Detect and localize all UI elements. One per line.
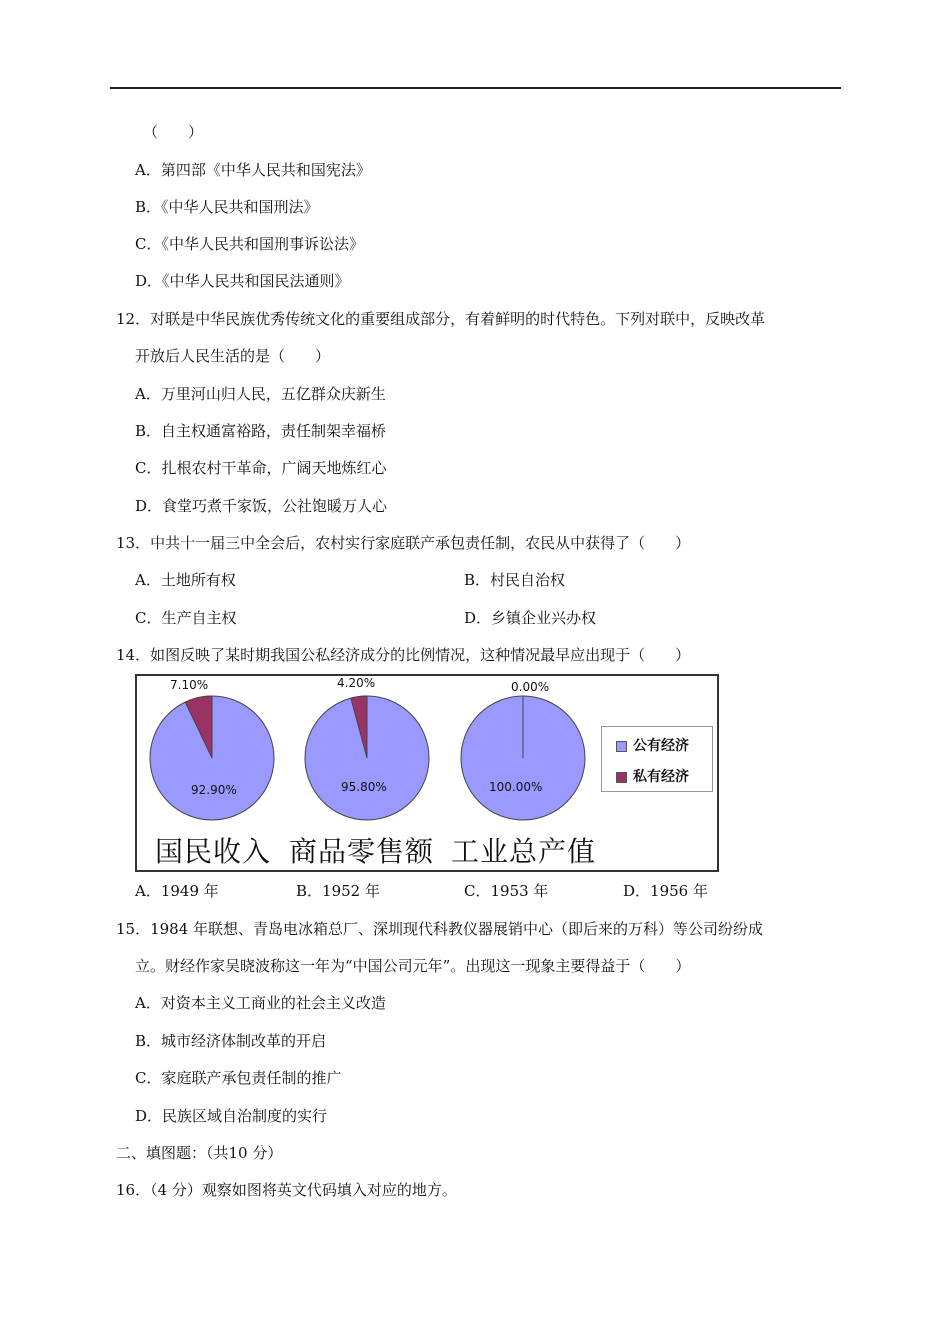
- q12-option-b[interactable]: B．自主权通富裕路，责任制架幸福桥: [135, 422, 387, 440]
- q14-option-d[interactable]: D．1956 年: [623, 882, 708, 900]
- q11-option-d[interactable]: D．《中华人民共和国民法通则》: [135, 272, 350, 290]
- pie3-title: 工业总产值: [451, 835, 597, 868]
- q12-stem-line2: 开放后人民生活的是（ ）: [135, 347, 331, 365]
- q15-option-b[interactable]: B．城市经济体制改革的开启: [135, 1032, 327, 1050]
- q11-option-a[interactable]: A．第四部《中华人民共和国宪法》: [135, 161, 371, 179]
- pie2-private-label: 4.20%: [337, 676, 376, 690]
- q14-option-a[interactable]: A．1949 年: [135, 882, 219, 900]
- q13-stem: 13．中共十一届三中全会后，农村实行家庭联产承包责任制，农民从中获得了（ ）: [116, 534, 691, 552]
- q15-stem-line2: 立。财经作家吴晓波称这一年为“中国公司元年”。出现这一现象主要得益于（ ）: [135, 957, 691, 975]
- legend-label-public: 公有经济: [633, 738, 689, 754]
- q11-option-c[interactable]: C．《中华人民共和国刑事诉讼法》: [135, 235, 364, 253]
- q13-option-b[interactable]: B．村民自治权: [464, 571, 566, 589]
- pie1-title: 国民收入: [155, 835, 272, 868]
- q12-option-c[interactable]: C．扎根农村干革命，广阔天地炼红心: [135, 459, 387, 477]
- q11-bracket: （ ）: [143, 123, 204, 141]
- chart-legend: [601, 726, 713, 792]
- q15-option-a[interactable]: A．对资本主义工商业的社会主义改造: [135, 994, 386, 1012]
- section2-heading: 二、填图题：（共10 分）: [116, 1144, 283, 1162]
- economy-pie-chart: [135, 674, 719, 872]
- q14-option-b[interactable]: B．1952 年: [296, 882, 380, 900]
- q15-stem-line1: 15．1984 年联想、青岛电冰箱总厂、深圳现代科教仪器展销中心（即后来的万科）等公司纷纷成: [116, 920, 764, 938]
- q11-option-b[interactable]: B．《中华人民共和国刑法》: [135, 198, 319, 216]
- q12-option-d[interactable]: D．食堂巧煮千家饭，公社饱暖万人心: [135, 497, 388, 515]
- q15-option-c[interactable]: C．家庭联产承包责任制的推广: [135, 1069, 342, 1087]
- q12-option-a[interactable]: A．万里河山归人民，五亿群众庆新生: [135, 385, 386, 403]
- q13-option-d[interactable]: D．乡镇企业兴办权: [464, 609, 597, 627]
- pie1-public-label: 92.90%: [191, 783, 237, 797]
- legend-label-private: 私有经济: [633, 769, 689, 785]
- pie3-private-label: 0.00%: [511, 680, 550, 694]
- legend-item-public: [616, 735, 689, 755]
- pie2-title: 商品零售额: [289, 835, 435, 868]
- q16-stem: 16．（4 分）观察如图将英文代码填入对应的地方。: [116, 1181, 457, 1199]
- pie1-private-label: 7.10%: [170, 678, 209, 692]
- pie3-public-label: 100.00%: [489, 780, 543, 794]
- q13-option-c[interactable]: C．生产自主权: [135, 609, 237, 627]
- header-rule: [110, 87, 841, 89]
- q15-option-d[interactable]: D．民族区域自治制度的实行: [135, 1107, 328, 1125]
- q12-stem-line1: 12．对联是中华民族优秀传统文化的重要组成部分，有着鲜明的时代特色。下列对联中，反映改革: [116, 310, 766, 328]
- pie2-public-label: 95.80%: [341, 780, 387, 794]
- q13-option-a[interactable]: A．土地所有权: [135, 571, 236, 589]
- legend-item-private: [616, 766, 689, 786]
- legend-swatch-public: [616, 741, 627, 752]
- q14-option-c[interactable]: C．1953 年: [464, 882, 549, 900]
- legend-swatch-private: [616, 772, 627, 783]
- q14-stem: 14．如图反映了某时期我国公私经济成分的比例情况，这种情况最早应出现于（ ）: [116, 646, 691, 664]
